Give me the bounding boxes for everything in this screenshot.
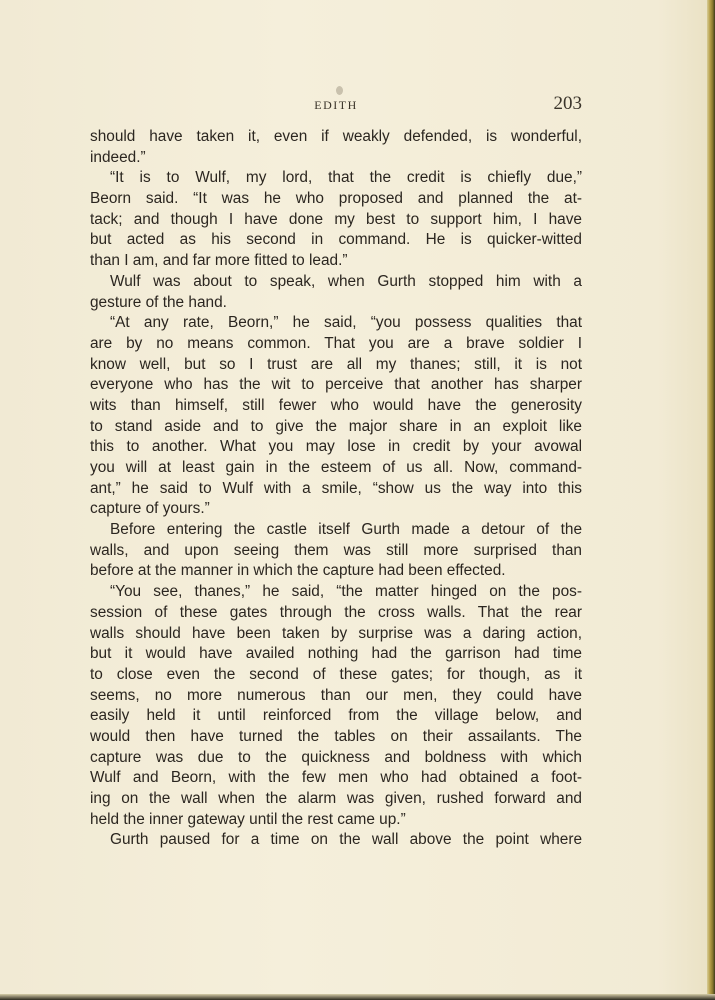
text-line: would then have turned the tables on their assailants. The xyxy=(90,727,582,745)
running-head xyxy=(90,93,582,115)
text-line: “At any rate, Beorn,” he said, “you possess qualities that xyxy=(110,314,582,332)
text-line: are by no means common. That you are a brave soldier I xyxy=(90,334,582,352)
text-line: to stand aside and to give the major share in an exploit like xyxy=(90,417,582,435)
text-line: “It is to Wulf, my lord, that the credit is chiefly due,” xyxy=(110,169,582,187)
text-line: Before entering the castle itself Gurth made a detour of the xyxy=(110,521,582,539)
text-line: but it would have availed nothing had the garrison had time xyxy=(90,645,582,663)
text-line: walls, and upon seeing them was still more surprised than xyxy=(90,541,582,559)
text-line: session of these gates through the cross walls. That the rear xyxy=(90,603,582,621)
text-line: before at the manner in which the capture had been effected. xyxy=(90,562,506,580)
running-title: EDITH xyxy=(314,98,358,112)
page-edge-right xyxy=(707,0,715,1000)
text-line: tack; and though I have done my best to support him, I have xyxy=(90,210,582,228)
text-line: Beorn said. “It was he who proposed and planned the at- xyxy=(90,190,582,208)
text-line: capture of yours.” xyxy=(90,500,210,518)
page-edge-bottom xyxy=(0,994,715,1000)
text-line: Wulf and Beorn, with the few men who had obtained a foot- xyxy=(90,769,582,787)
text-line: to close even the second of these gates; for though, as it xyxy=(90,665,582,683)
text-line: everyone who has the wit to perceive that another has sharper xyxy=(90,376,582,394)
text-line: seems, no more numerous than our men, they could have xyxy=(90,686,582,704)
text-line: this to another. What you may lose in credit by your avowal xyxy=(90,438,582,456)
text-line: than I am, and far more fitted to lead.” xyxy=(90,252,348,270)
text-line: capture was due to the quickness and boldness with which xyxy=(90,748,582,766)
body-text xyxy=(90,127,582,851)
text-line: indeed.” xyxy=(90,148,146,166)
page-number: 203 xyxy=(553,93,582,114)
text-line: but acted as his second in command. He is quicker-witted xyxy=(90,231,582,249)
text-line: ing on the wall when the alarm was given, rushed forward and xyxy=(90,790,582,807)
text-line: walls should have been taken by surprise was a daring action, xyxy=(90,624,582,642)
text-line: Wulf was about to speak, when Gurth stopped him with a xyxy=(110,272,582,290)
text-line: ant,” he said to Wulf with a smile, “show us the way into this xyxy=(90,479,582,497)
text-line: held the inner gateway until the rest came up.” xyxy=(90,810,406,828)
text-line: you will at least gain in the esteem of us all. Now, command- xyxy=(90,459,582,476)
text-line: gesture of the hand. xyxy=(90,293,227,311)
text-line: should have taken it, even if weakly defended, is wonderful, xyxy=(90,128,582,145)
text-line: “You see, thanes,” he said, “the matter hinged on the pos- xyxy=(110,583,582,601)
text-line: Gurth paused for a time on the wall above the point where xyxy=(110,831,582,849)
text-line: know well, but so I trust are all my thanes; still, it is not xyxy=(90,355,582,373)
text-line: wits than himself, still fewer who would have the generosity xyxy=(90,396,582,414)
text-line: easily held it until reinforced from the village below, and xyxy=(90,707,582,725)
